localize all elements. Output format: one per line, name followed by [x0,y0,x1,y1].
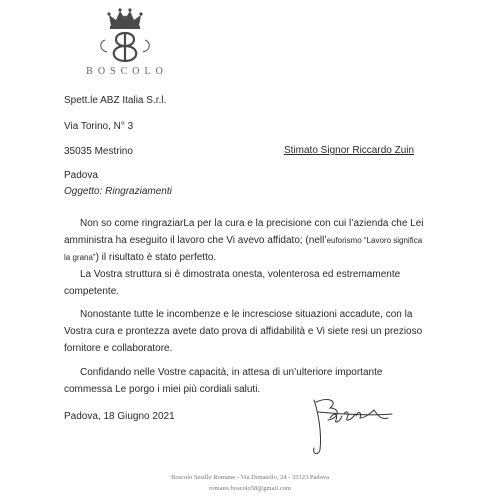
footer-email: romano.boscolo58@gmail.com [209,485,291,492]
recipient-province: Padova [64,170,98,181]
brand-name: BOSCOLO [86,66,168,77]
p4-line2: commessa Le porgo i miei più cordiali saluti. [64,384,261,395]
p1-line2: amministra ha eseguito il lavoro che Vi avevo affidato; (nell’euforismo “Lavoro significa [64,235,423,246]
boscolo-crown-logo [85,6,165,64]
subject-line: Oggetto: Ringraziamenti [64,186,172,197]
quote-intro: euforismo “Lavoro significa [326,236,423,245]
p1-line1: Non so come ringraziarLa per la cura e la precisione con cui l’azienda che Lei [80,218,424,229]
paragraph-structure [64,266,400,300]
p3-line3: fornitore e collaboratore. [64,343,173,354]
paragraph-reliability [64,306,422,357]
p4-line1: Confidando nelle Vostre capacità, in attesa di un’ulteriore importante [80,367,383,378]
recipient-company: Spett.le ABZ Italia S.r.l. [64,95,167,106]
paragraph-thanks [64,215,424,266]
p3-line2: Vostra cura e prontezza avete dato prova di affidabilità e Vi siete resi un prezioso [64,326,423,337]
recipient-postal-city: 35035 Mestrino [64,146,133,157]
p3-line1: Nonostante tutte le incombenze e le incresciose situazioni accadute, con la [80,309,413,320]
p2-line1: La Vostra struttura si è dimostrata onesta, volenterosa ed estremamente [80,269,401,280]
date-line: Padova, 18 Giugno 2021 [64,411,175,422]
quote-end: la grana” [64,253,96,262]
recipient-street: Via Torino, N° 3 [64,121,134,132]
p1-line3: la grana”) il risultato è stato perfetto. [64,252,217,263]
footer-address: Boscolo Sesillo Romano - Via Donatello, 24 - 35123 Padova [170,474,329,481]
handwritten-signature [300,392,395,462]
addressee: Stimato Signor Riccardo Zuin [284,145,415,156]
p2-line2: competente. [64,286,120,297]
